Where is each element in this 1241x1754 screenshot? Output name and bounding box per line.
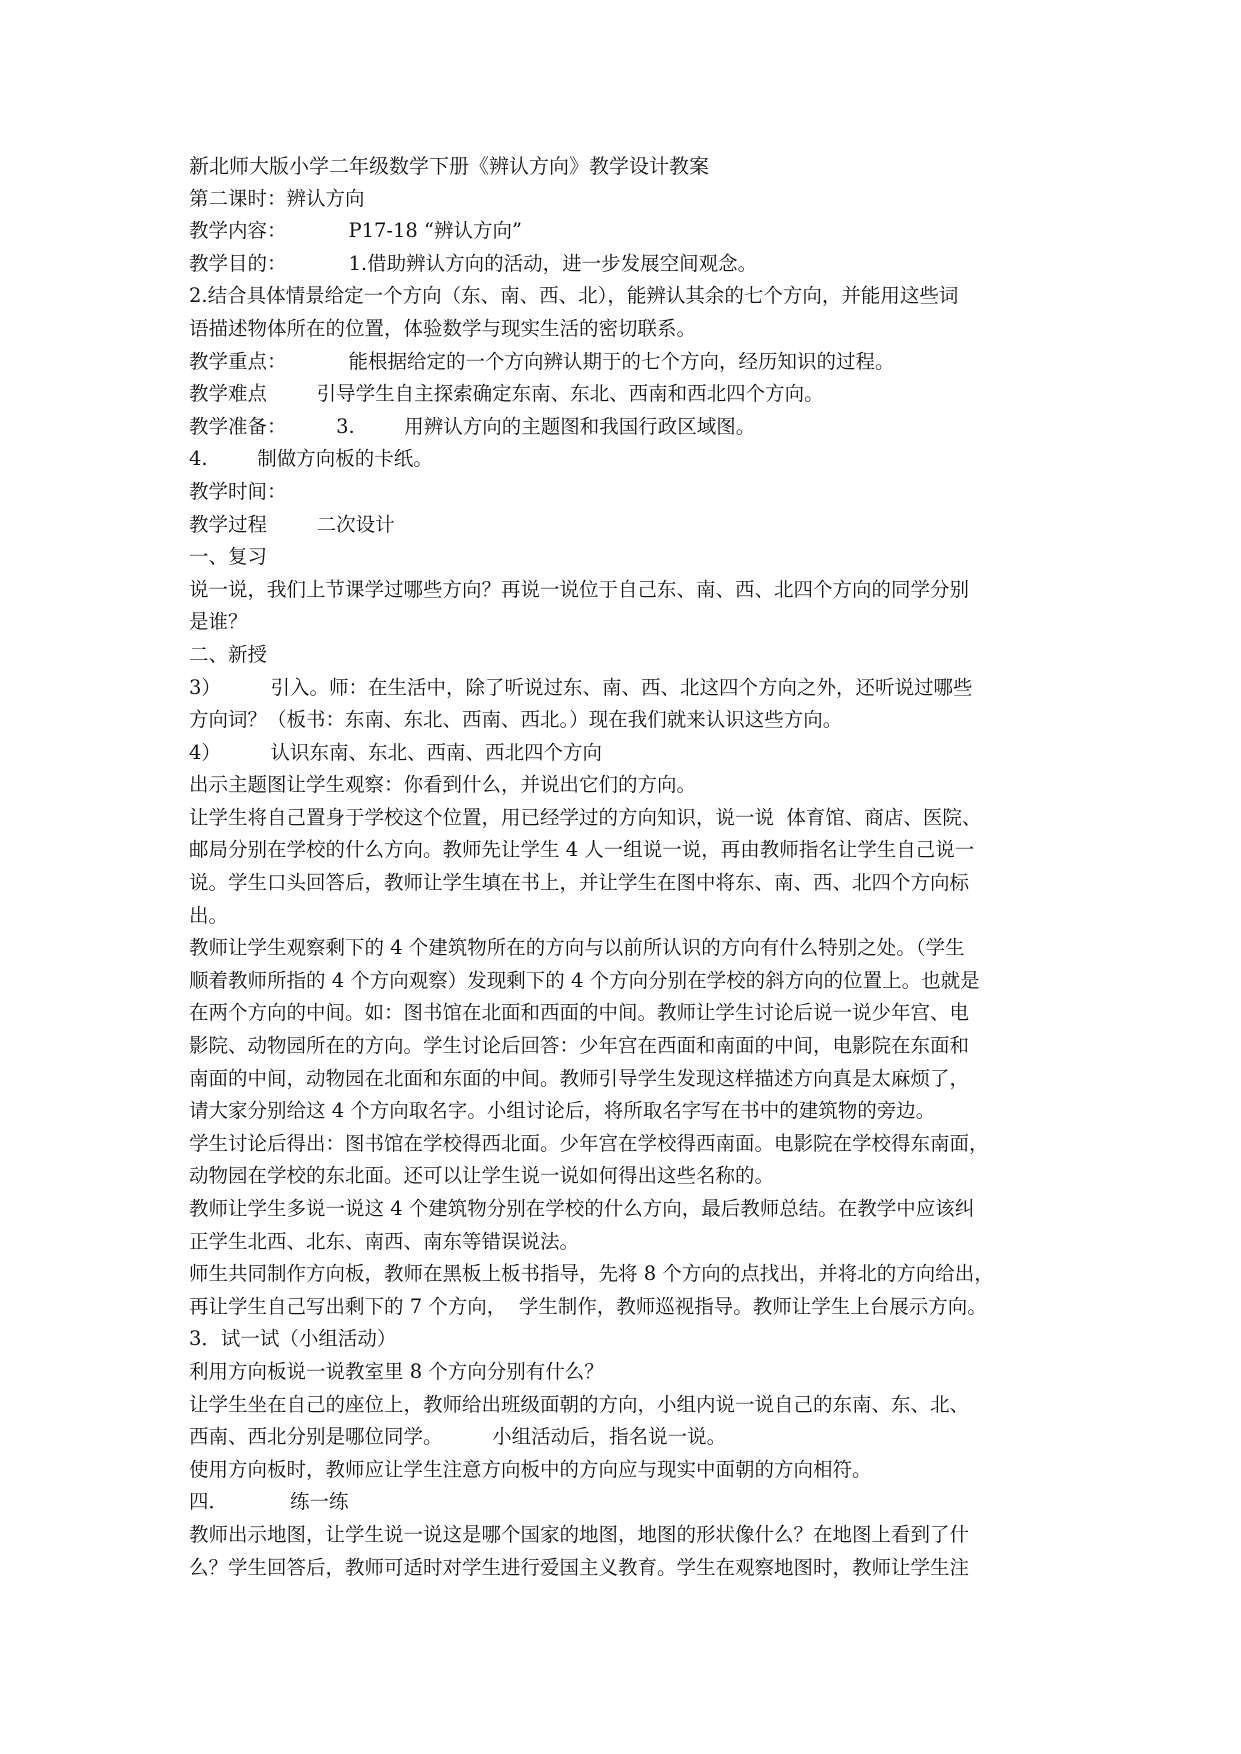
- text-line: 正学生北西、北东、南西、南东等错误说法。: [189, 1229, 580, 1253]
- text-line: 教师让学生多说一说这 4 个建筑物分别在学校的什么方向，最后教师总结。在教学中应该纠: [189, 1197, 975, 1220]
- text-line: 说一说，我们上节课学过哪些方向？再说一说位于自己东、南、西、北四个方向的同学分别: [189, 577, 970, 601]
- text-line: 再让学生自己写出剩下的 7 个方向， 学生制作，教师巡视指导。教师让学生上台展示方向。: [189, 1294, 987, 1318]
- text-line: 出。: [189, 903, 229, 927]
- text-line: 一、复习: [189, 545, 268, 569]
- text-line: 在两个方向的中间。如：图书馆在北面和西面的中间。教师让学生讨论后说一说少年宫、电: [189, 1001, 970, 1025]
- text-line: 邮局分别在学校的什么方向。教师先让学生 4 人一组说一说，再由教师指名让学生自己说一: [189, 838, 975, 862]
- text-line: 2.结合具体情景给定一个方向（东、南、西、北），能辨认其余的七个方向，并能用这些词: [189, 284, 959, 308]
- text-line: 顺着教师所指的 4 个方向观察）发现剩下的 4 个方向分别在学校的斜方向的位置上。也就是: [189, 968, 980, 992]
- text-line: 四． 练一练: [189, 1490, 349, 1514]
- text-line: 二、新授: [189, 642, 268, 666]
- text-line: 教学过程 二次设计: [189, 512, 395, 536]
- text-line: 3．试一试（小组活动）: [189, 1327, 397, 1351]
- text-line: 利用方向板说一说教室里 8 个方向分别有什么？: [189, 1359, 604, 1383]
- text-line: 教学目的： 1.借助辨认方向的活动，进一步发展空间观念。: [189, 251, 758, 275]
- document-title: 新北师大版小学二年级数学下册《辨认方向》教学设计教案: [189, 154, 709, 178]
- text-line: 第二课时：辨认方向: [189, 186, 365, 210]
- text-line: 4. 制做方向板的卡纸。: [189, 447, 433, 471]
- text-line: 影院、动物园所在的方向。学生讨论后回答：少年宫在西面和南面的中间，电影院在东面和: [189, 1034, 970, 1058]
- text-line: 请大家分别给这 4 个方向取名字。小组讨论后，将所取名字写在书中的建筑物的旁边。: [189, 1099, 936, 1123]
- text-line: 学生讨论后得出：图书馆在学校得西北面。少年宫在学校得西南面。电影院在学校得东南面，: [189, 1131, 989, 1155]
- text-line: 师生共同制作方向板，教师在黑板上板书指导，先将 8 个方向的点找出，并将北的方向给出，: [189, 1262, 994, 1286]
- text-line: 让学生坐在自己的座位上，教师给出班级面朝的方向，小组内说一说自己的东南、东、北、: [189, 1392, 970, 1416]
- text-line: 教师让学生观察剩下的 4 个建筑物所在的方向与以前所认识的方向有什么特别之处。（学生: [189, 936, 965, 960]
- text-line: 教学内容： P17-18 “辨认方向”: [189, 219, 522, 243]
- text-line: 出示主题图让学生观察：你看到什么，并说出它们的方向。: [189, 773, 697, 797]
- text-line: 么？学生回答后，教师可适时对学生进行爱国主义教育。学生在观察地图时，教师让学生注: [189, 1555, 970, 1579]
- text-line: 南面的中间，动物园在北面和东面的中间。教师引导学生发现这样描述方向真是太麻烦了，: [189, 1066, 970, 1090]
- text-line: 语描述物体所在的位置，体验数学与现实生活的密切联系。: [189, 316, 697, 340]
- document-page: [189, 150, 1051, 1584]
- text-line: 使用方向板时，教师应让学生注意方向板中的方向应与现实中面朝的方向相符。: [189, 1457, 872, 1481]
- text-line: 3） 引入。师：在生活中，除了听说过东、南、西、北这四个方向之外，还听说过哪些: [189, 675, 973, 699]
- text-line: 让学生将自己置身于学校这个位置，用已经学过的方向知识，说一说 体育馆、商店、医院、: [189, 805, 982, 829]
- text-line: 教学重点： 能根据给定的一个方向辨认期于的七个方向，经历知识的过程。: [189, 349, 895, 373]
- text-line: 是谁？: [189, 610, 248, 634]
- document-body: [189, 183, 1051, 1585]
- text-line: 4） 认识东南、东北、西南、西北四个方向: [189, 740, 602, 764]
- text-line: 西南、西北分别是哪位同学。 小组活动后，指名说一说。: [189, 1425, 727, 1449]
- text-line: 教学难点 引导学生自主探索确定东南、东北、西南和西北四个方向。: [189, 382, 824, 406]
- text-line: 教学时间：: [189, 479, 287, 503]
- text-line: 教师出示地图，让学生说一说这是哪个国家的地图，地图的形状像什么？在地图上看到了什: [189, 1522, 970, 1546]
- text-line: 方向词？（板书：东南、东北、西南、西北。）现在我们就来认识这些方向。: [189, 708, 843, 732]
- text-line: 教学准备： 3. 用辨认方向的主题图和我国行政区域图。: [189, 414, 756, 438]
- text-line: 说。学生口头回答后，教师让学生填在书上，并让学生在图中将东、南、西、北四个方向标: [189, 871, 970, 895]
- text-line: 动物园在学校的东北面。还可以让学生说一说如何得出这些名称的。: [189, 1164, 775, 1188]
